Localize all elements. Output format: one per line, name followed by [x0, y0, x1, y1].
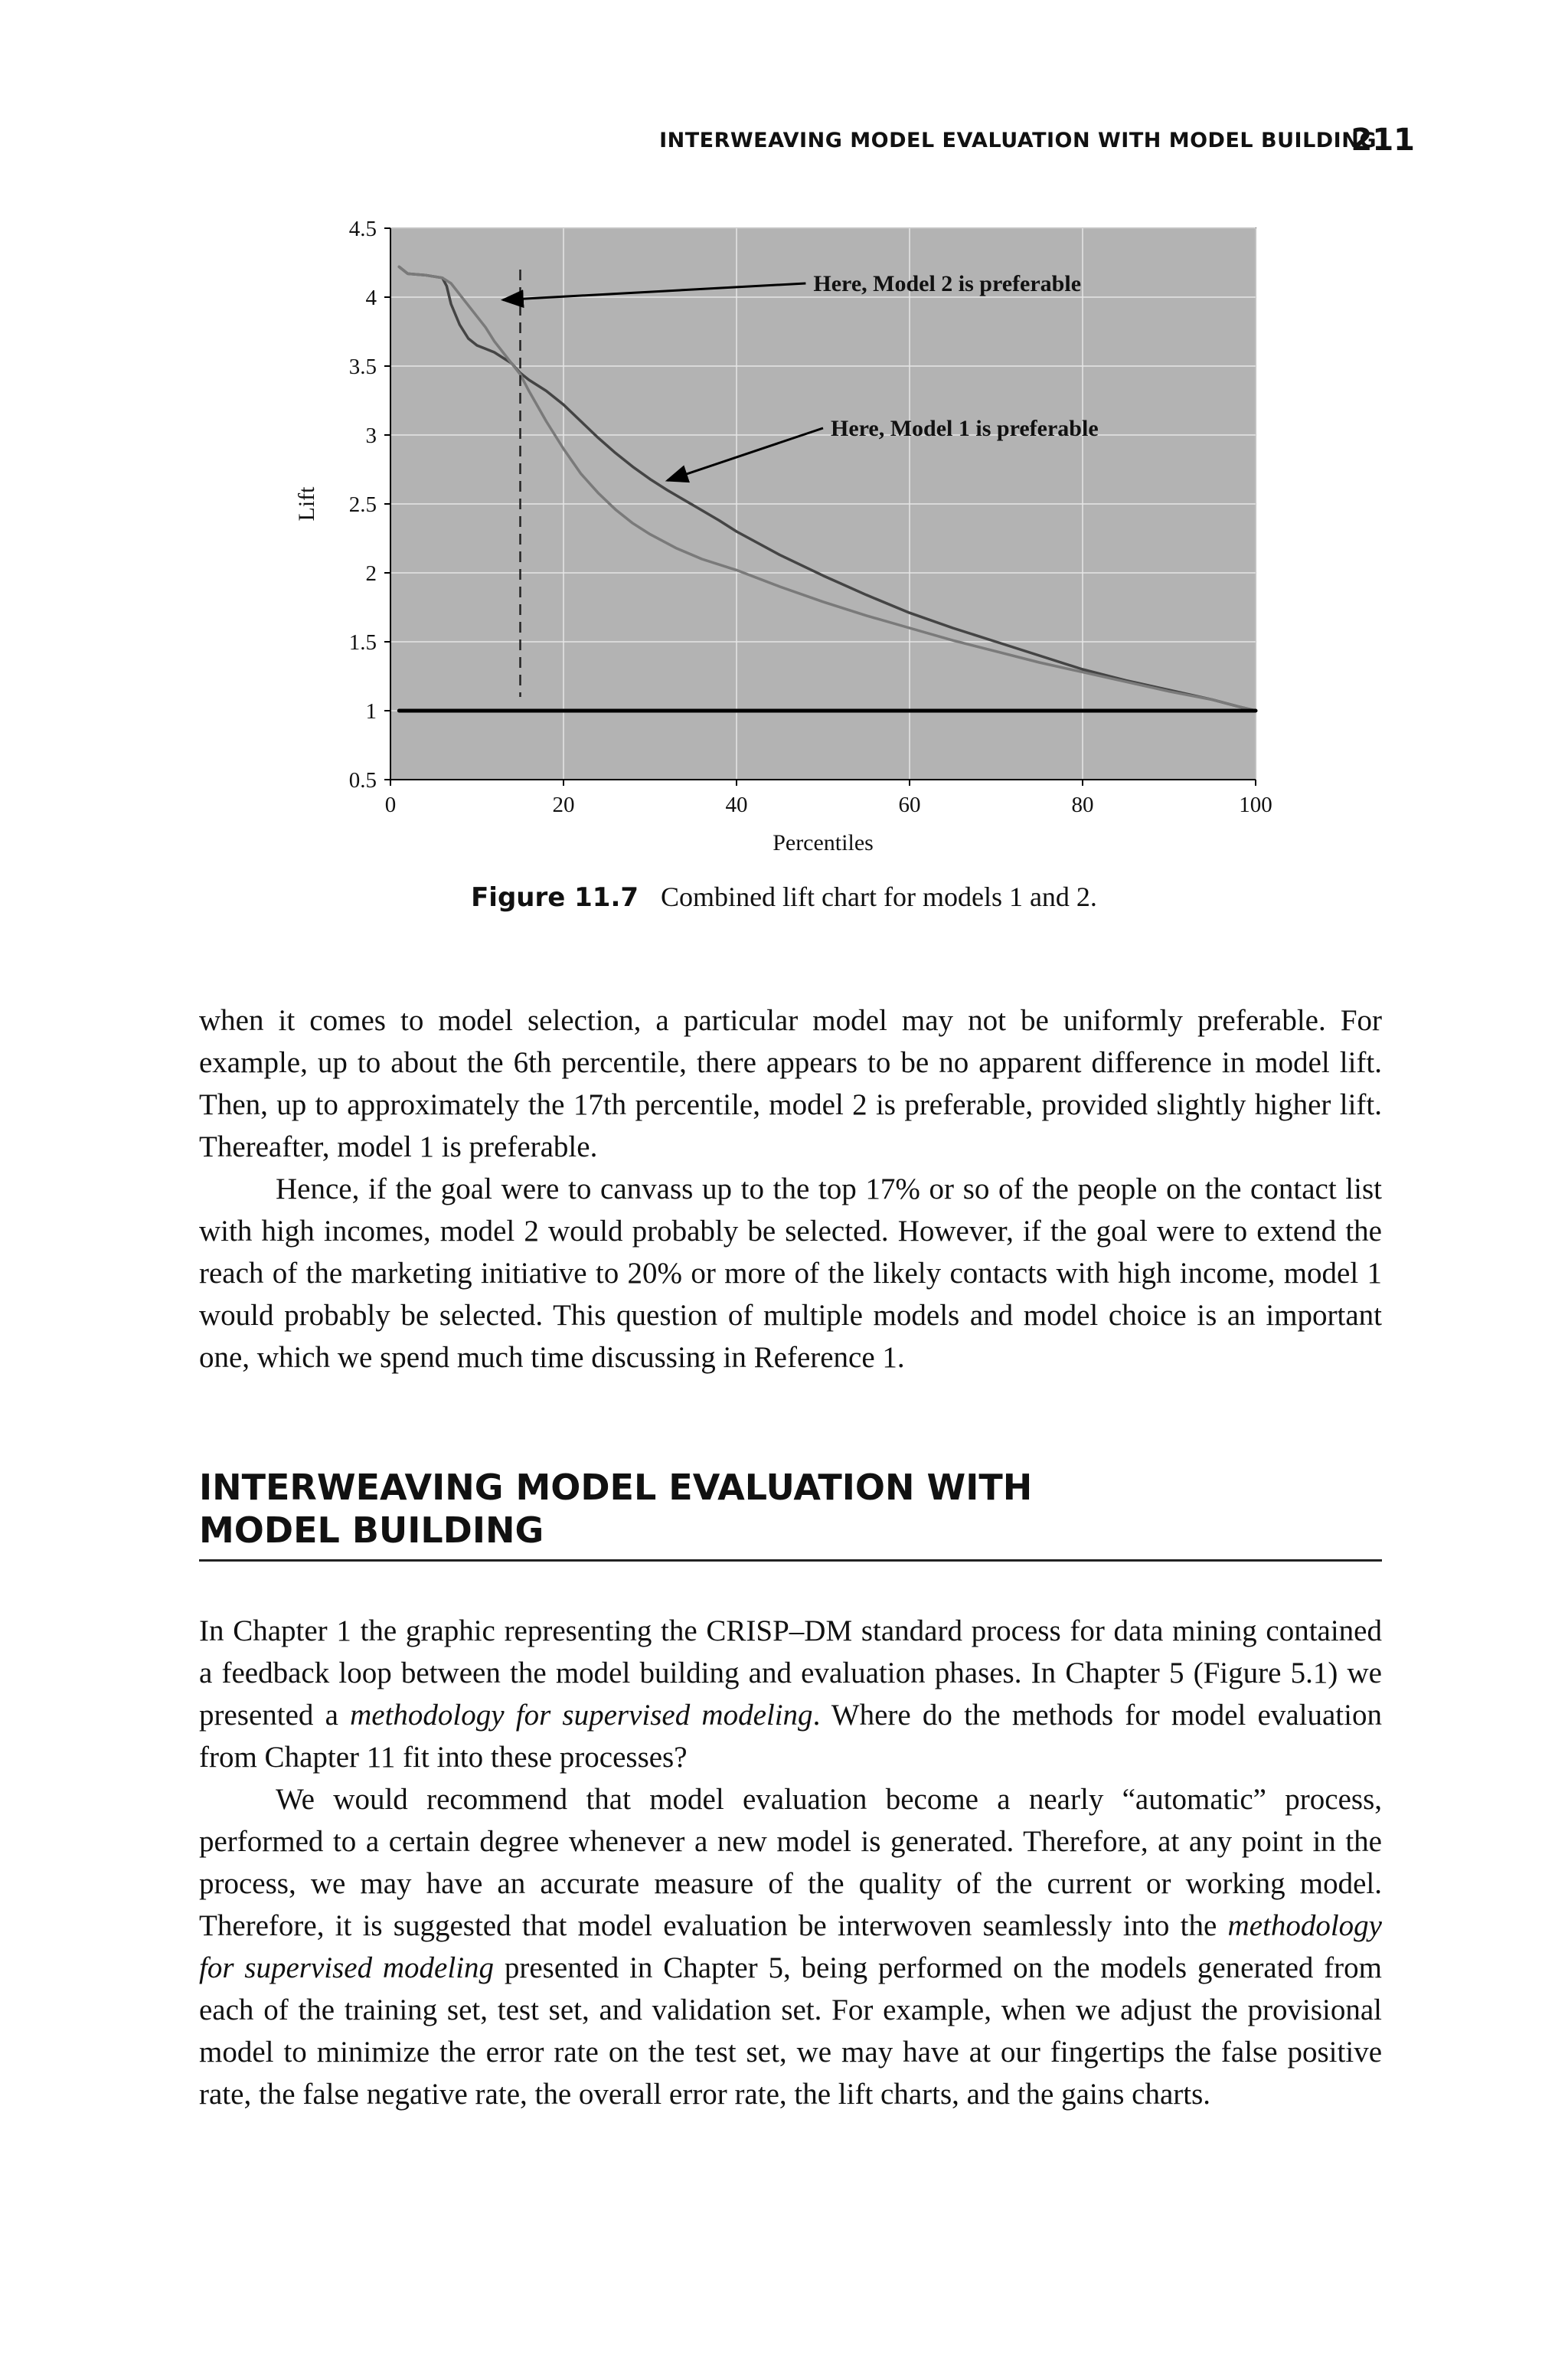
- x-tick-label: 80: [1071, 793, 1094, 817]
- y-tick-label: 3: [365, 424, 377, 448]
- figure-caption: [0, 881, 1568, 913]
- figure-label: Figure 11.7: [471, 882, 639, 913]
- paragraph-3: [199, 1610, 1382, 1778]
- paragraph-4-part-a: We would recommend that model evaluation become a nearly “automatic” process, performed to a certain degree whenever a new model is generated. Therefore, at any point in the process, we may have an accurate measure of the quality of the current or working model. Therefore, it is suggested that model evaluation be interwoven seamlessly into the: [199, 1783, 1382, 1942]
- x-axis-label: Percentiles: [773, 830, 874, 855]
- y-tick-label: 1.5: [348, 630, 377, 655]
- section-heading-line-1: INTERWEAVING MODEL EVALUATION WITH: [199, 1467, 1033, 1508]
- x-tick-label: 20: [552, 793, 575, 817]
- y-tick-label: 2: [365, 561, 377, 586]
- lift-chart: [291, 207, 1317, 873]
- paragraph-3-part-b: . Where do the methods for model evaluation from Chapter 11 fit into these processes?: [199, 1699, 1382, 1774]
- paragraph-4-part-b: presented in Chapter 5, being performed on the models generated from each of the training set, test set, and validation set. For example, when we adjust the provisional model to minimize the error rate on the test set, we may have at our fingertips the false positive rate, the false negative rate, the overall error rate, the lift charts, and the gains charts.: [199, 1951, 1382, 2111]
- paragraph-4: [199, 1778, 1382, 2115]
- x-tick-label: 60: [898, 793, 921, 817]
- paragraph-3-emphasis: methodology for supervised modeling: [350, 1699, 813, 1732]
- page-number: 211: [1351, 123, 1415, 158]
- x-tick-label: 40: [725, 793, 748, 817]
- body-text-top: [199, 999, 1382, 1379]
- y-tick-label: 3.5: [348, 355, 377, 379]
- body-text-bottom: [199, 1610, 1382, 2115]
- paragraph-3-part-a: In Chapter 1 the graphic representing the CRISP–DM standard process for data mining contained a feedback loop between the model building and evaluation phases. In Chapter 5 (Figure 5.1) we presented a: [199, 1614, 1382, 1732]
- paragraph-2: Hence, if the goal were to canvass up to the top 17% or so of the people on the contact list with high incomes, model 2 would probably be selected. However, if the goal were to extend the reach of the marketing initiative to 20% or more of the likely contacts with high income, model 1 would probably be selected. This question of multiple models and model choice is an important one, which we spend much time discussing in Reference 1.: [199, 1173, 1382, 1374]
- section-heading-line-2: MODEL BUILDING: [199, 1509, 544, 1551]
- paragraph-4-emphasis: methodology for supervised modeling: [199, 1909, 1382, 1984]
- figure-caption-text: Combined lift chart for models 1 and 2.: [661, 881, 1097, 912]
- annotation-label: Here, Model 2 is preferable: [813, 271, 1082, 296]
- y-tick-label: 4: [365, 286, 377, 310]
- section-heading: [199, 1466, 1382, 1562]
- x-tick-label: 100: [1239, 793, 1272, 817]
- y-axis-label: Lift: [294, 486, 319, 522]
- annotation-label: Here, Model 1 is preferable: [831, 416, 1099, 441]
- running-head-title: INTERWEAVING MODEL EVALUATION WITH MODEL BUILDING: [659, 129, 1377, 152]
- y-tick-label: 0.5: [348, 768, 377, 793]
- y-tick-label: 1: [365, 699, 377, 724]
- x-tick-label: 0: [384, 793, 397, 817]
- y-tick-label: 2.5: [348, 492, 377, 517]
- paragraph-1: when it comes to model selection, a particular model may not be uniformly preferable. For example, up to about the 6th percentile, there appears to be no apparent difference in model lift. Then, up to approximately the 17th percentile, model 2 is preferable, provided slightly higher lift. Thereafter, model 1 is preferable.: [199, 1004, 1382, 1163]
- y-tick-label: 4.5: [348, 217, 377, 241]
